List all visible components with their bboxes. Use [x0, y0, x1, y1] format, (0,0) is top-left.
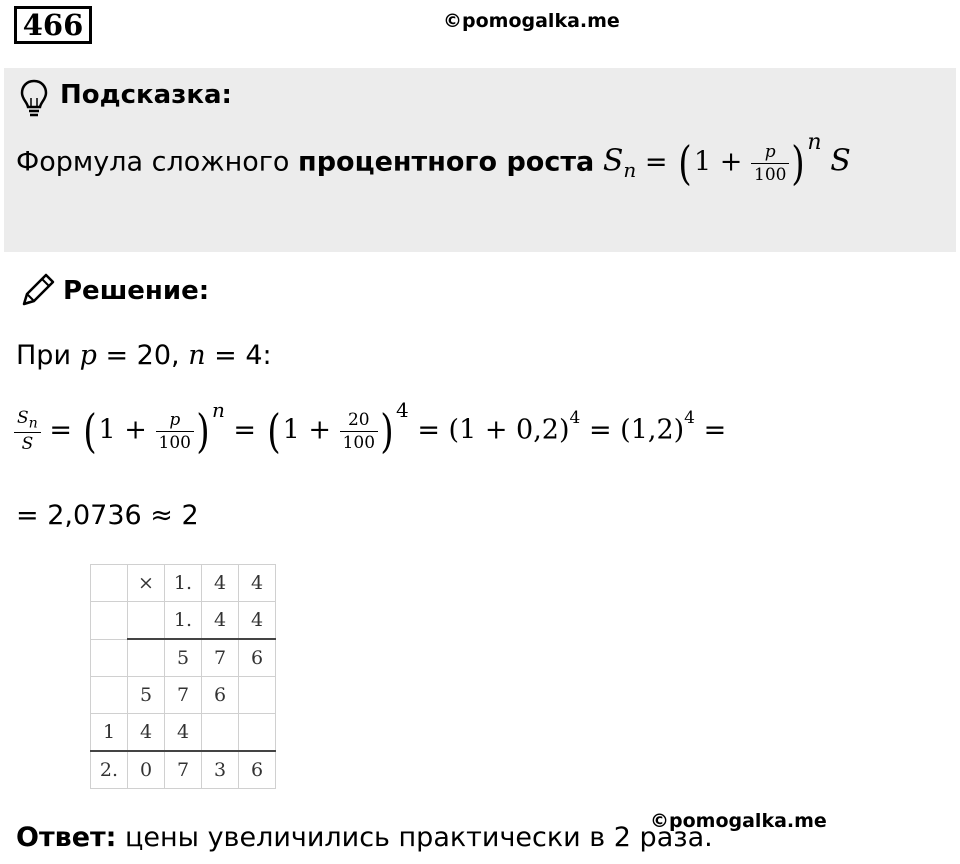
multiplication-table	[90, 564, 276, 789]
given-n-value: = 4:	[205, 340, 272, 371]
calc-cell: 7	[202, 639, 239, 677]
calc-cell: 3	[202, 751, 239, 789]
calc-cell	[128, 639, 165, 677]
eq-sign-5: =	[703, 414, 727, 446]
calc-cell	[239, 677, 276, 714]
calc-cell: 6	[239, 751, 276, 789]
formula-one-plus: 1 +	[694, 146, 743, 178]
eq-step4: (1,2)	[620, 414, 685, 446]
answer-label: Ответ:	[16, 822, 117, 853]
hint-text-bold: процентного роста	[298, 146, 595, 178]
eq-exp-4-1: 4	[395, 397, 409, 422]
calc-cell	[202, 714, 239, 752]
eq-sign-4: =	[588, 414, 612, 446]
eq-20: 20	[347, 409, 370, 430]
eq-one-plus-2: 1 +	[282, 414, 331, 446]
main-equation: $\frac{S_n}{S}$ = (1 + $\frac{p}{100}$ ) $^n$ = (1 + $\frac{20}{100}$ ) $^4 = (1 + 0,2)^4 = (1,2)^4$ =	[14, 408, 726, 454]
given-n: n	[188, 340, 206, 371]
lightbulb-icon	[18, 78, 50, 122]
eq-100-1: 100	[156, 431, 194, 453]
hint-text: Формула сложного	[16, 146, 299, 178]
calc-cell: 2.	[91, 751, 128, 789]
calc-cell	[91, 639, 128, 677]
calc-row	[91, 639, 276, 677]
calc-cell: 4	[165, 714, 202, 752]
eq-step3: (1 + 0,2)	[448, 414, 570, 446]
calc-row	[91, 677, 276, 714]
calc-cell	[91, 677, 128, 714]
hint-formula-line: Формула сложного процентного роста $S_n = (1$ + $\frac{p}{100}$ ) $^n$ S	[16, 129, 851, 190]
calc-cell: 4	[239, 602, 276, 640]
calc-cell: 0	[128, 751, 165, 789]
formula-s: S	[602, 143, 624, 179]
formula-n-sub: n	[623, 157, 637, 182]
calc-cell: 1.	[165, 565, 202, 602]
watermark-bottom: ©pomogalka.me	[650, 810, 827, 832]
eq-sign-1: =	[49, 414, 72, 446]
given-prefix: При	[16, 340, 80, 371]
calc-cell: 6	[239, 639, 276, 677]
eq-sn-sub: n	[28, 415, 38, 432]
calc-cell: 7	[165, 751, 202, 789]
problem-number: 466	[14, 6, 92, 44]
eq-s-den: S	[14, 432, 41, 454]
calc-cell	[91, 602, 128, 640]
answer-text: цены увеличились практически в 2 раза.	[116, 822, 713, 853]
answer-line	[16, 822, 713, 853]
formula-exp-n: n	[807, 129, 822, 155]
calc-cell	[128, 602, 165, 640]
calc-cell: 5	[128, 677, 165, 714]
calc-row	[91, 565, 276, 602]
watermark-top: ©pomogalka.me	[443, 10, 620, 32]
calc-cell	[91, 565, 128, 602]
hint-title: Подсказка:	[60, 80, 232, 110]
eq-sign-3: =	[417, 414, 440, 446]
calc-cell: 6	[202, 677, 239, 714]
eq-100-2: 100	[340, 431, 378, 453]
given-p: p	[79, 340, 97, 371]
calc-cell: 7	[165, 677, 202, 714]
formula-p: p	[764, 141, 776, 162]
calc-cell: 4	[202, 602, 239, 640]
solution-title: Решение:	[63, 276, 210, 306]
eq-exp-n: n	[211, 397, 225, 422]
eq-sn: S	[17, 408, 29, 428]
calc-cell: ×	[128, 565, 165, 602]
eq-exp-4-2: 4	[569, 407, 581, 428]
calc-cell: 4	[128, 714, 165, 752]
calc-row	[91, 714, 276, 752]
given-line	[16, 340, 272, 371]
calc-cell: 1.	[165, 602, 202, 640]
formula-100: 100	[751, 163, 789, 185]
calc-cell	[239, 714, 276, 752]
calc-cell: 4	[239, 565, 276, 602]
calc-cell: 4	[202, 565, 239, 602]
given-p-value: = 20,	[96, 340, 189, 371]
formula-s-end: S	[830, 143, 851, 179]
eq-exp-4-3: 4	[684, 407, 695, 428]
calc-cell: 5	[165, 639, 202, 677]
pencil-icon	[18, 270, 58, 314]
calc-row	[91, 751, 276, 789]
calc-row	[91, 602, 276, 640]
eq-sign-2: =	[233, 414, 257, 446]
formula-eq: =	[644, 146, 668, 178]
calc-cell: 1	[91, 714, 128, 752]
result-line: = 2,0736 ≈ 2	[16, 500, 199, 531]
eq-p: p	[169, 409, 181, 430]
eq-one-plus-1: 1 +	[98, 414, 147, 446]
